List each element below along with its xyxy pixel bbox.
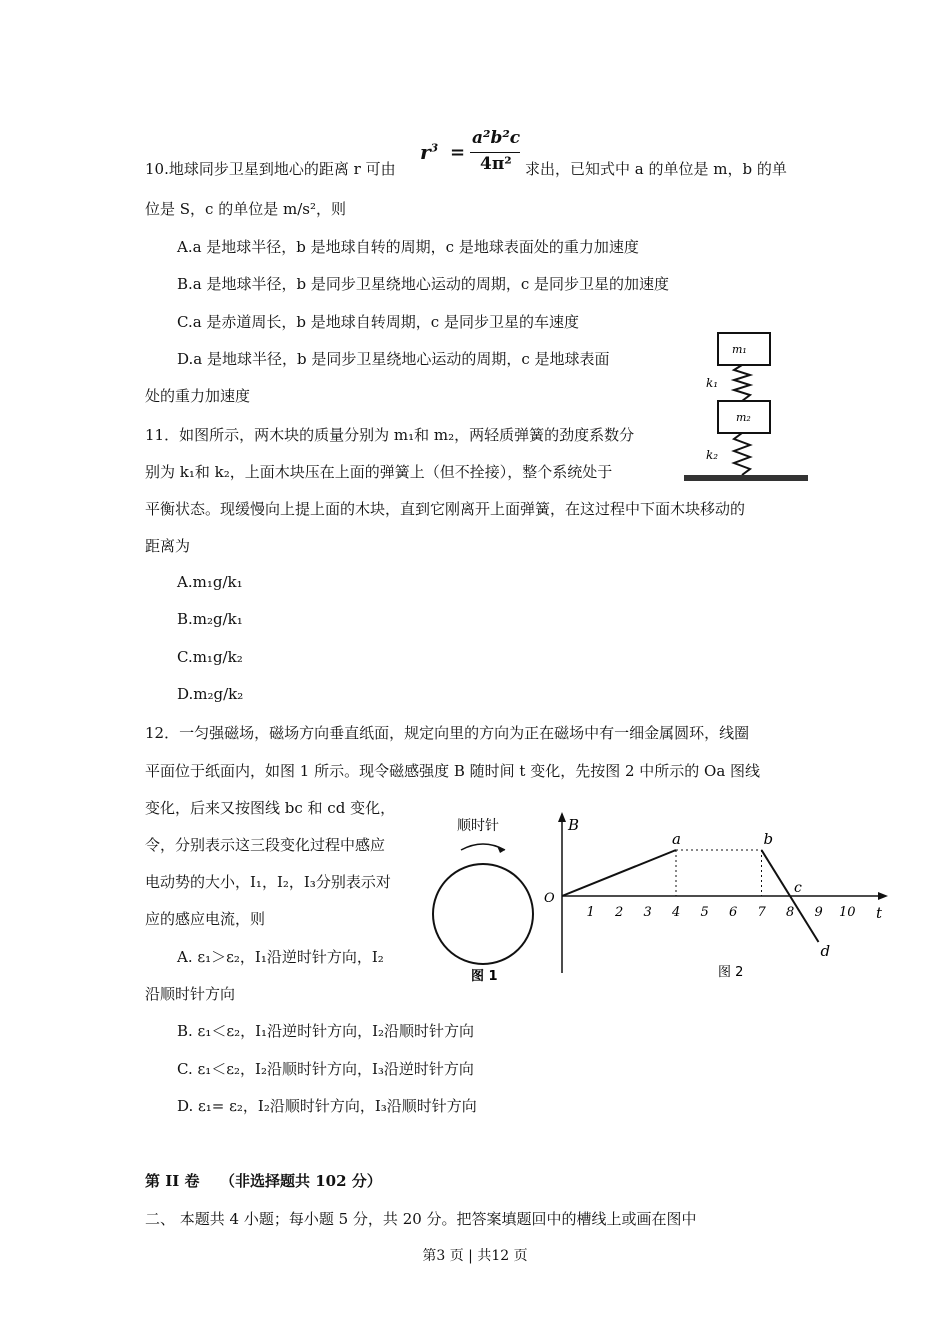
q10-stem-b: 求出，已知式中 a 的单位是 m，b 的单	[525, 160, 787, 178]
q11-option-b: B.m₂g/k₁	[177, 610, 243, 628]
formula-lhs: $r^3$	[420, 140, 439, 164]
q10-stem-c: 位是 S，c 的单位是 m/s²，则	[145, 200, 346, 218]
q10-stem-a: 10.地球同步卫星到地心的距离 r 可由	[145, 160, 396, 178]
q12-line4: 令，分别表示这三段变化过程中感应	[145, 836, 386, 854]
segment-Oa	[562, 850, 676, 896]
q11-line3: 平衡状态。现缓慢向上提上面的木块，直到它刚离开上面弹簧，在这过程中下面木块移动的	[145, 500, 746, 518]
x-tick-label: 4	[672, 905, 681, 920]
page-footer: 第3 页 | 共12 页	[422, 1248, 528, 1264]
section2-instructions: 二、 本题共 4 小题；每小题 5 分，共 20 分。把答案填题回中的槽线上或画在图中	[145, 1210, 697, 1228]
figure-1	[425, 810, 545, 990]
x-tick-label: 8	[786, 905, 795, 920]
point-a-label: a	[672, 830, 681, 848]
label-k1: k₁	[706, 376, 719, 390]
x-axis-arrow	[878, 892, 888, 900]
y-axis-label: B	[568, 816, 580, 834]
point-c-label: c	[794, 880, 802, 896]
arrow-head	[497, 846, 505, 853]
section2-subtitle: （非选择题共 102 分）	[220, 1172, 382, 1190]
x-tick-label: 5	[700, 905, 709, 920]
q12-line5: 电动势的大小，I₁，I₂，I₃分别表示对	[145, 873, 391, 891]
q12-option-a-cont: 沿顺时针方向	[145, 985, 236, 1003]
fig1-caption: 图 1	[471, 969, 498, 984]
label-m2: m₂	[736, 411, 751, 424]
q11-line4: 距离为	[145, 537, 191, 555]
segment-bc	[762, 850, 791, 896]
q12-line2: 平面位于纸面内，如图 1 所示。现令磁感强度 B 随时间 t 变化，先按图 2 中所示的 Oa 图线	[145, 762, 761, 780]
q12-line1: 12．一匀强磁场，磁场方向垂直纸面，规定向里的方向为正在磁场中有一细金属圆环，线圈	[145, 724, 750, 742]
x-tick-label: 3	[643, 905, 652, 920]
y-axis-arrow	[558, 812, 566, 822]
spring-figure	[680, 325, 810, 485]
x-tick-label: 7	[757, 905, 766, 920]
q12-option-c: C. ε₁＜ε₂，I₂沿顺时针方向，I₃沿逆时针方向	[177, 1060, 474, 1078]
q12-line3: 变化，后来又按图线 bc 和 cd 变化，	[145, 799, 396, 817]
spring-k1	[734, 365, 750, 401]
q10-option-d-cont: 处的重力加速度	[145, 387, 251, 405]
x-tick-label: 10	[839, 905, 856, 920]
x-tick-label: 2	[615, 905, 624, 920]
q12-option-d: D. ε₁= ε₂，I₂沿顺时针方向，I₃沿顺时针方向	[177, 1097, 477, 1115]
q12-line6: 应的感应电流，则	[145, 910, 266, 928]
q11-option-c: C.m₁g/k₂	[177, 648, 243, 666]
q12-option-b: B. ε₁＜ε₂，I₁沿逆时针方向，I₂沿顺时针方向	[177, 1022, 475, 1040]
formula-eq: =	[450, 142, 466, 163]
q11-line1: 11．如图所示，两木块的质量分别为 m₁和 m₂，两轻质弹簧的劲度系数分	[145, 426, 635, 444]
point-d-label: d	[820, 942, 831, 960]
figure-2-chart	[540, 808, 900, 988]
metal-ring	[433, 864, 533, 964]
q10-option-d: D.a 是地球半径，b 是同步卫星绕地心运动的周期，c 是地球表面	[177, 350, 610, 368]
q11-option-a: A.m₁g/k₁	[177, 573, 243, 591]
origin-label: O	[544, 891, 555, 906]
x-tick-label: 6	[729, 905, 738, 920]
q11-option-d: D.m₂g/k₂	[177, 685, 244, 703]
x-axis-label: t	[876, 904, 883, 922]
ground	[684, 475, 808, 481]
formula-denominator: 4π²	[480, 154, 512, 174]
q10-option-b: B.a 是地球半径，b 是同步卫星绕地心运动的周期，c 是同步卫星的加速度	[177, 275, 670, 293]
x-tick-label: 1	[586, 905, 595, 920]
spring-k2	[734, 433, 750, 475]
fig2-caption: 图 2	[718, 965, 744, 980]
section2-title: 第 II 卷	[145, 1172, 200, 1190]
x-tick-label: 9	[814, 905, 823, 920]
q11-line2: 别为 k₁和 k₂，上面木块压在上面的弹簧上（但不拴接），整个系统处于	[145, 463, 613, 481]
formula-numerator: a²b²c	[472, 128, 521, 148]
fig1-arrow-label: 顺时针	[457, 818, 499, 834]
q10-option-a: A.a 是地球半径，b 是地球自转的周期，c 是地球表面处的重力加速度	[177, 238, 639, 256]
x-ticks	[587, 905, 856, 920]
label-m1: m₁	[732, 343, 747, 356]
q10-option-c: C.a 是赤道周长，b 是地球自转周期，c 是同步卫星的车速度	[177, 313, 579, 331]
label-k2: k₂	[706, 448, 719, 462]
q12-option-a: A. ε₁＞ε₂，I₁沿逆时针方向，I₂	[177, 948, 384, 966]
formula-fraction-bar	[470, 152, 520, 153]
point-b-label: b	[763, 830, 774, 848]
